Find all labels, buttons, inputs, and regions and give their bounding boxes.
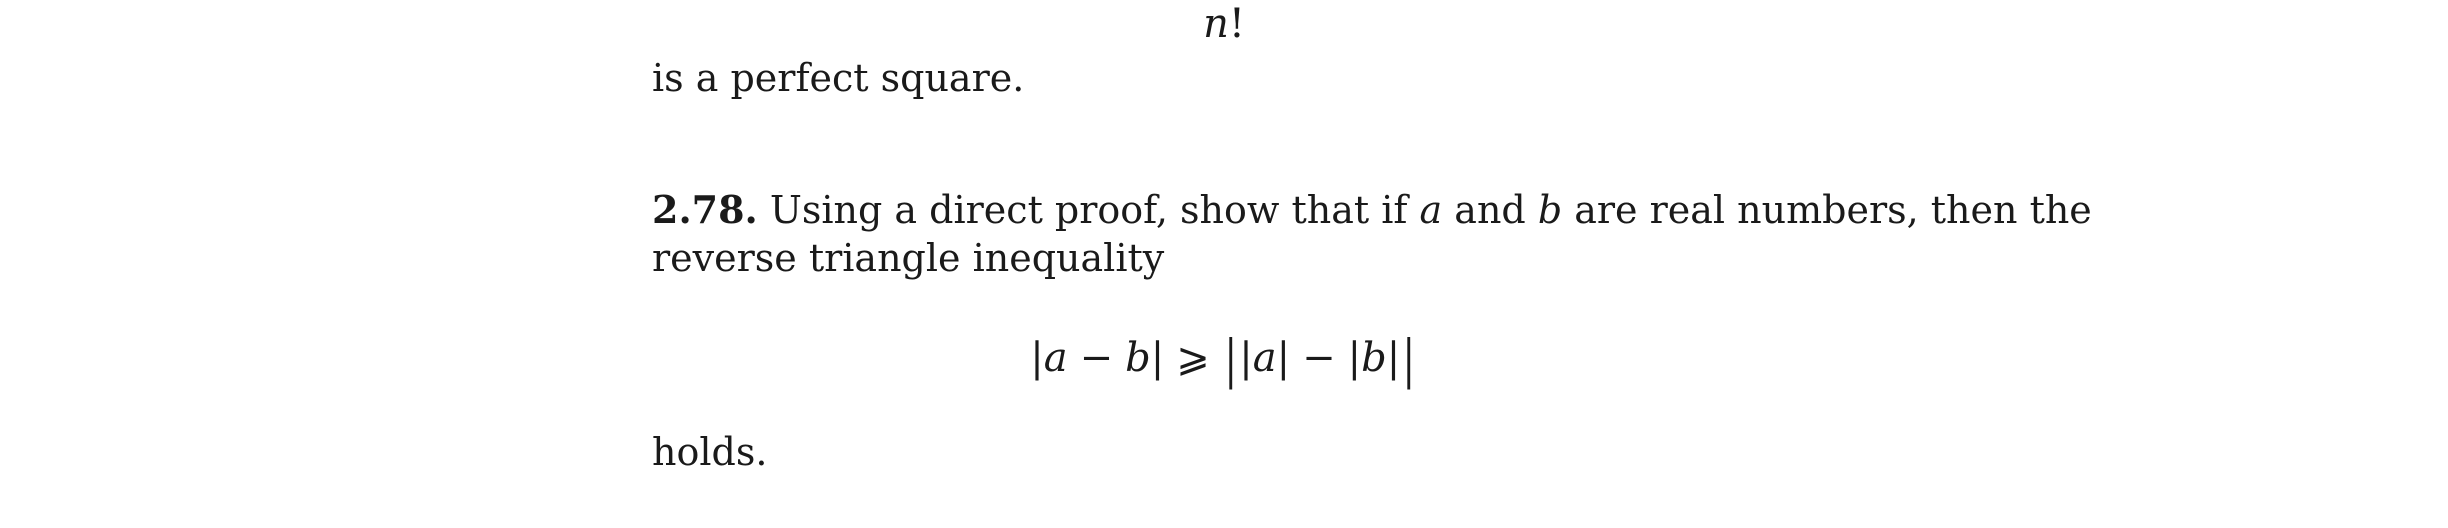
inner-abs-bar-b-right: | — [1386, 335, 1401, 381]
outer-abs-bar-right: | — [1402, 330, 1416, 390]
ineq-var-a2: a — [1252, 335, 1277, 381]
ineq-minus2: − — [1302, 335, 1336, 381]
reverse-triangle-inequality — [0, 330, 2448, 390]
ineq-var-b: b — [1125, 335, 1151, 381]
paragraph-text: is a perfect square. — [652, 56, 1025, 100]
problem-text-part3: are real numbers, then the — [1562, 188, 2092, 232]
ineq-var-b2: b — [1361, 335, 1387, 381]
problem-line-1 — [652, 186, 2092, 234]
problem-var-a: a — [1419, 188, 1443, 232]
inner-abs-bar-a-right: | — [1276, 335, 1291, 381]
outer-abs-bar-left: | — [1224, 330, 1237, 390]
conclusion-text: holds. — [652, 430, 768, 474]
problem-text-part1: Using a direct proof, show that if — [757, 188, 1420, 232]
factorial-symbol: ! — [1228, 1, 1245, 47]
geq-symbol: ⩾ — [1176, 335, 1210, 381]
top-equation — [0, 0, 2448, 48]
paragraph-perfect-square — [652, 54, 2014, 102]
problem-2-78 — [652, 186, 2092, 282]
abs-bar-right: | — [1150, 335, 1165, 381]
problem-text-part2: and — [1442, 188, 1538, 232]
ineq-minus: − — [1079, 335, 1114, 381]
inner-abs-bar-a-left: | — [1239, 335, 1253, 381]
abs-bar-left: | — [1030, 335, 1044, 381]
ineq-var-a: a — [1043, 335, 1068, 381]
inner-abs-bar-b-left: | — [1347, 335, 1362, 381]
problem-line-2: reverse triangle inequality — [652, 236, 1165, 280]
paragraph-holds — [652, 428, 2014, 476]
problem-var-b: b — [1537, 188, 1563, 232]
problem-number: 2.78. — [652, 187, 758, 232]
equation-variable-n: n — [1203, 1, 1229, 47]
